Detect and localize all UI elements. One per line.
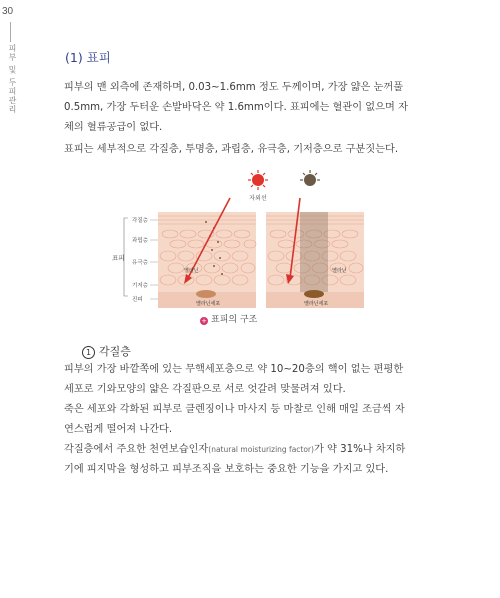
sidebar-divider	[10, 22, 11, 42]
melanocyte-label: 멜라닌세포	[196, 301, 221, 307]
layer-label: 진피	[132, 297, 143, 303]
paragraph: 표피는 세부적으로 각질층, 투명층, 과립층, 유극층, 기저층으로 구분짓는다.	[64, 144, 399, 155]
melanocyte-label: 멜라닌세포	[304, 301, 329, 307]
paragraph	[64, 440, 414, 480]
caption-text: 표피의 구조	[211, 315, 258, 325]
paragraph-text: 각질층에서 주요한 천연보습인자	[64, 444, 209, 455]
subsection-title-text: 각질층	[99, 345, 131, 358]
layer-label: 각질층	[132, 218, 148, 224]
english-term: (natural moisturizing factor)	[208, 445, 314, 454]
sun-icon	[248, 170, 268, 190]
sun-label: 자외선	[249, 195, 267, 202]
melanin-label: 멜라닌	[184, 268, 199, 274]
layer-label: 과립층	[132, 238, 148, 244]
layer-label: 유극층	[132, 260, 148, 266]
figure-caption	[200, 312, 257, 325]
melanin-label: 멜라닌	[332, 268, 347, 274]
paragraph: 피부의 가장 바깥쪽에 있는 무핵세포층으로 약 10~20층의 핵이 없는 편평한 세포로 기와모양의 얇은 각질판으로 서로 엇갈려 맞물려져 있다.	[64, 364, 404, 395]
paragraph: 죽은 세포와 각화된 피부로 클렌징이나 마사지 등 마찰로 인해 매일 조금씩 자연스럽게 떨어져 나간다.	[64, 404, 405, 435]
epidermis-diagram	[110, 170, 380, 330]
paragraph: 피부의 맨 외측에 존재하며, 0.03~1.6mm 정도 두께이며, 가장 얇은 눈꺼풀 0.5mm, 가장 두터운 손발바닥은 약 1.6mm이다. 표피에는 혈관이 없으며 자체의 혈류공급이 없다.	[64, 82, 408, 133]
page-sidebar	[0, 0, 24, 598]
dark-sun-icon	[300, 170, 320, 186]
layer-label: 기저층	[132, 283, 148, 289]
skin-block-tanned	[266, 198, 364, 308]
circled-number: 1	[82, 346, 95, 359]
caption-bullet-icon: +	[201, 317, 207, 325]
paragraph-text: 가 약 31%나 차지하기에 피지막을 형성하고 피부조직을 보호하는 중요한 기능을 가지고 있다.	[64, 444, 406, 475]
page-number: 30	[2, 6, 14, 17]
skin-block-normal	[158, 198, 256, 308]
section-title: (1) 표피	[65, 50, 111, 65]
subsection-title	[82, 343, 131, 359]
epidermis-label: 표피	[112, 254, 125, 262]
running-title: 피부 및 두피관리	[8, 44, 17, 115]
